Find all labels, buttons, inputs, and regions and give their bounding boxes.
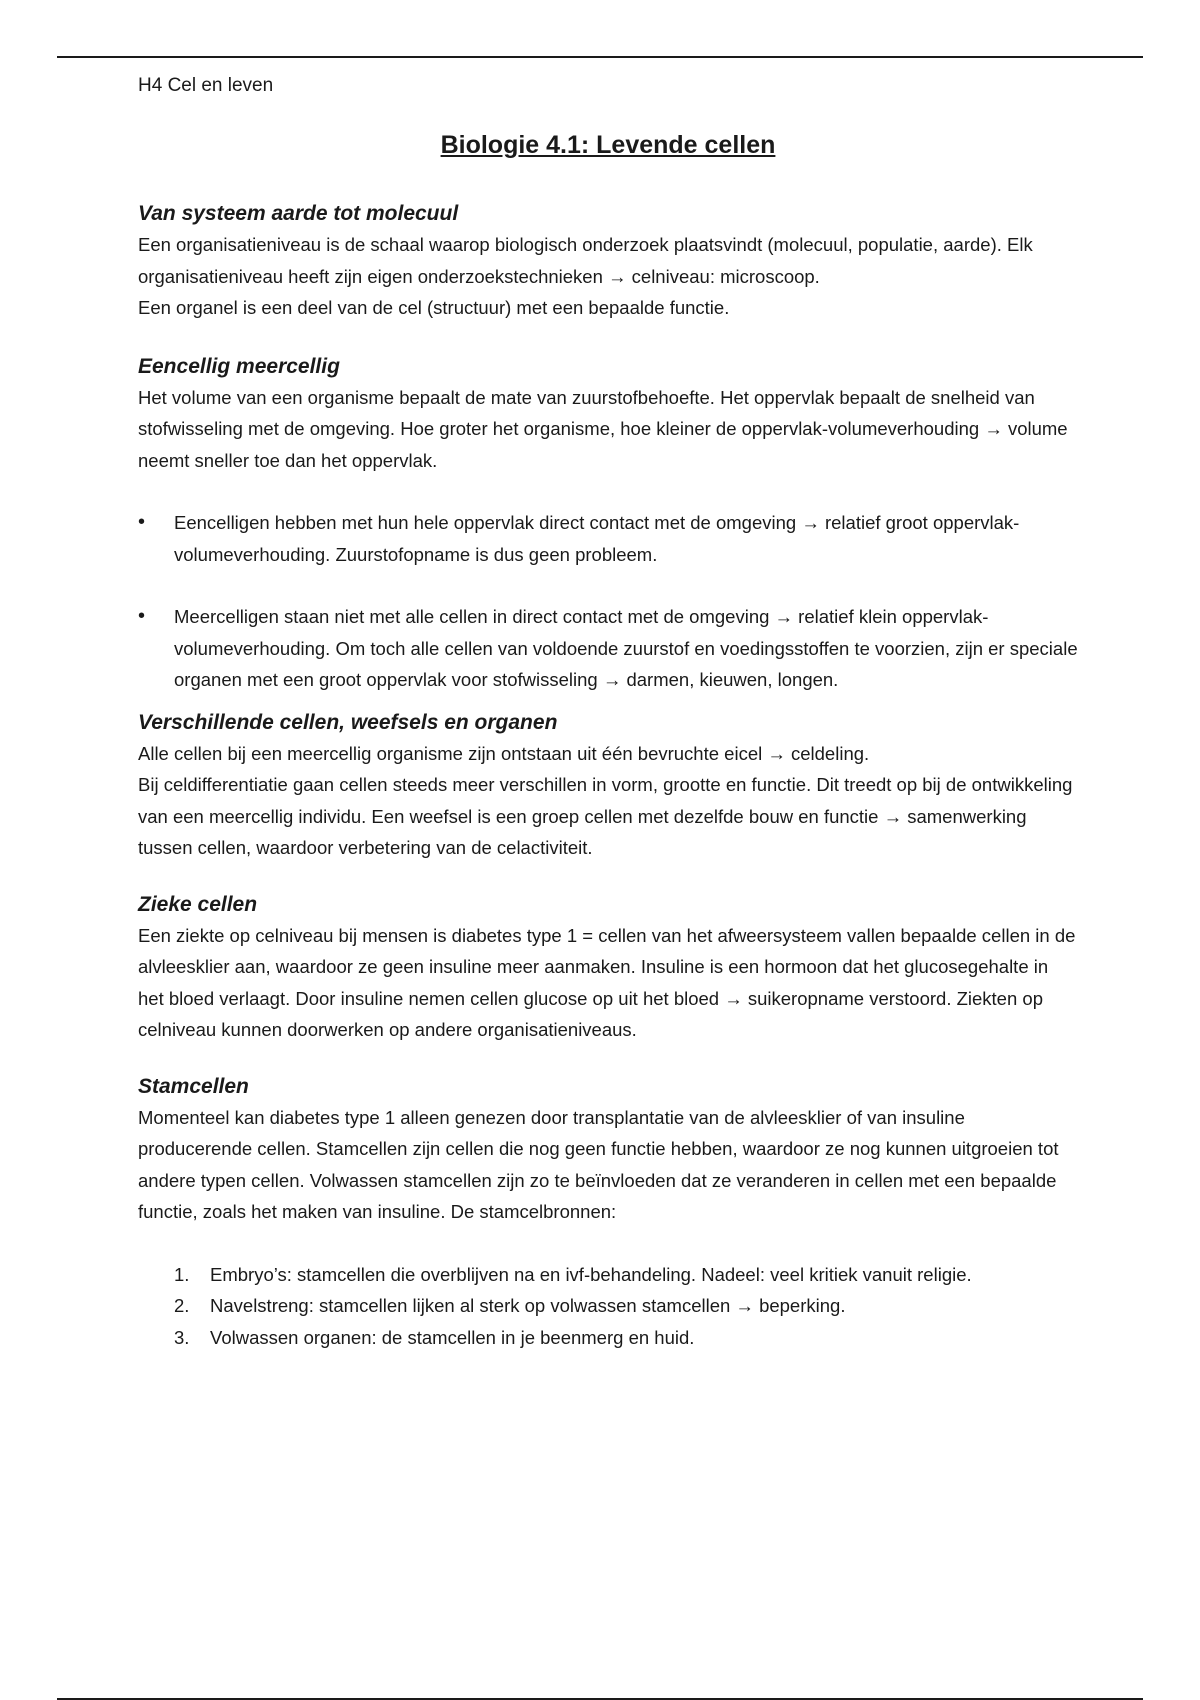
list-item-text: Embryo’s: stamcellen die overblijven na en ivf-behandeling. Nadeel: veel kritiek vanuit religie. [210,1263,972,1285]
list-number: 1. [174,1263,190,1285]
section-heading: Zieke cellen [138,892,258,916]
section-eencellig-meercellig [138,352,1078,696]
list-item-text: Navelstreng: stamcellen lijken al sterk op volwassen stamcellen → beperking. [210,1295,846,1316]
section-heading: Eencellig meercellig [138,354,340,378]
numbered-list [138,1259,1078,1354]
paragraph: Een ziekte op celniveau bij mensen is diabetes type 1 = cellen van het afweersysteem vallen bepaalde cellen in de alvleesklier aan, waardoor ze geen insuline meer aanmaken. Insuline is een hormoon dat het glucosegehalte in het bloed verlaagt. Door insuline nemen cellen glucose op uit het bloed → suikeropname verstoord. Ziekten op celniveau kunnen doorwerken op andere organisatieniveaus. [138,924,1076,1040]
section-verschillende-cellen [138,708,1078,864]
section-stamcellen [138,1072,1078,1354]
list-item: • Eencelligen hebben met hun hele oppervlak direct contact met de omgeving → relatief groot oppervlak-volumeverhouding. Zuurstofopname is dus geen probleem. [138,507,1078,570]
section-heading: Stamcellen [138,1074,249,1098]
list-item: • Meercelligen staan niet met alle cellen in direct contact met de omgeving → relatief klein oppervlak-volumeverhouding. Om toch alle cellen van voldoende zuurstof en voedingsstoffen te voorzien, zijn er speciale organen met een groot oppervlak voor stofwisseling → darmen, kieuwen, longen. [138,601,1078,696]
list-item [138,1259,1078,1291]
list-item-text: Volwassen organen: de stamcellen in je beenmerg en huid. [210,1326,695,1348]
list-item [138,1290,1078,1322]
document-page [138,72,1078,1353]
paragraph: Bij celdifferentiatie gaan cellen steeds meer verschillen in vorm, grootte en functie. Dit treedt op bij de ontwikkeling van een meercellig individu. Een weefsel is een groep cellen met dezelfde bouw en functie → samenwerking tussen cellen, waardoor verbetering van de celactiviteit. [138,774,1073,858]
paragraph: Een organel is een deel van de cel (structuur) met een bepaalde functie. [138,297,730,318]
top-rule [57,56,1143,58]
chapter-label: H4 Cel en leven [138,75,274,96]
list-item [138,1322,1078,1354]
section-zieke-cellen [138,890,1078,1046]
section-heading: Van systeem aarde tot molecuul [138,202,459,225]
paragraph: Momenteel kan diabetes type 1 alleen genezen door transplantatie van de alvleesklier of van insuline producerende cellen. Stamcellen zijn cellen die nog geen functie hebben, waardoor ze nog kunnen uitgroeien tot andere typen cellen. Volwassen stamcellen zijn zo te beïnvloeden dat ze veranderen in cellen met een bepaalde functie, zoals het maken van insuline. De stamcelbronnen: [138,1106,1059,1222]
bullet-list [138,507,1078,696]
section-heading: Verschillende cellen, weefsels en organen [138,710,558,734]
paragraph: Het volume van een organisme bepaalt de mate van zuurstofbehoefte. Het oppervlak bepaalt de snelheid van stofwisseling met de omgeving. Hoe groter het organisme, hoe kleiner de oppervlak-volumeverhouding → volume neemt sneller toe dan het oppervlak. [138,386,1068,471]
paragraph: Alle cellen bij een meercellig organisme zijn ontstaan uit één bevruchte eicel → celdeling. [138,742,870,764]
section-van-systeem-aarde [138,199,1078,324]
page-title: Biologie 4.1: Levende cellen [440,131,776,159]
paragraph: Een organisatieniveau is de schaal waarop biologisch onderzoek plaatsvindt (molecuul, populatie, aarde). Elk organisatieniveau heeft zijn eigen onderzoekstechnieken → celniveau: microscoop. [138,234,1033,287]
list-number: 2. [174,1295,190,1316]
list-number: 3. [174,1326,190,1348]
